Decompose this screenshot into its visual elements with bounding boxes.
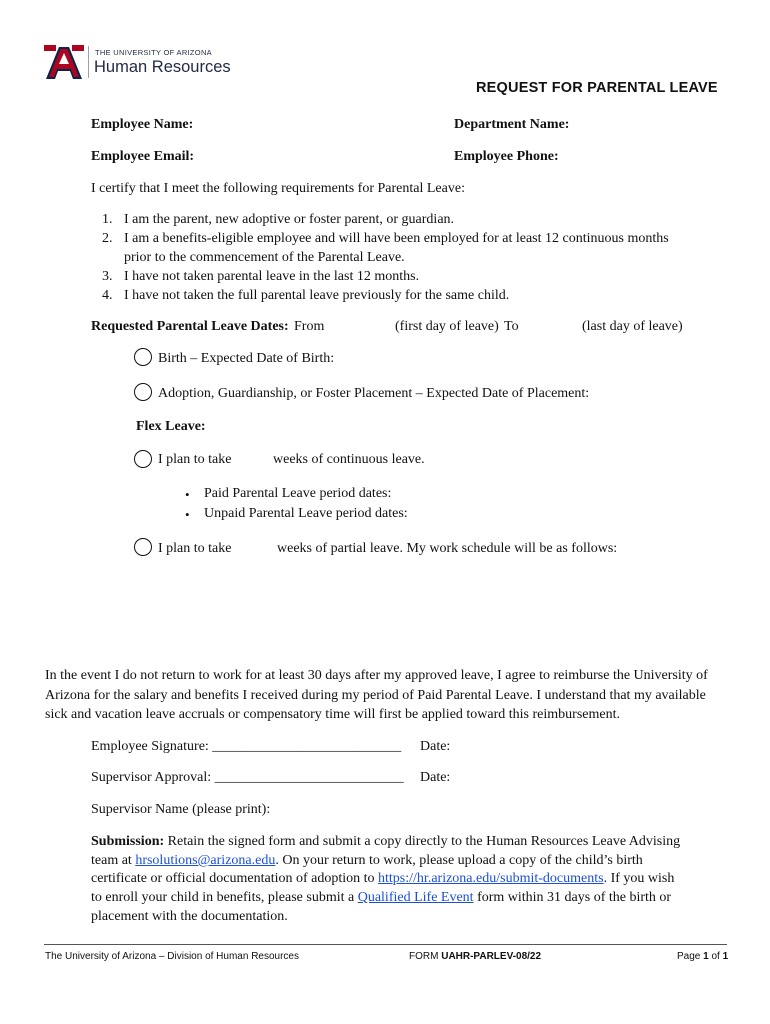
department-name-label: Department Name:: [454, 117, 570, 132]
certify-intro: I certify that I meet the following requirements for Parental Leave:: [91, 181, 465, 196]
footer-organization: The University of Arizona – Division of Human Resources: [45, 951, 299, 962]
partial-leave-prefix: I plan to take: [158, 541, 232, 556]
continuous-leave-suffix: weeks of continuous leave.: [273, 452, 425, 467]
submission-text: Retain the signed form and submit a copy directly to the Human Resources Leave Advising: [164, 834, 681, 849]
paid-leave-dates-label: Paid Parental Leave period dates:: [204, 486, 392, 501]
logo-divider: [88, 46, 89, 78]
reimbursement-text-line-3: sick and vacation leave accruals or compensatory time will first be applied toward this reimbursement.: [45, 707, 620, 722]
university-logo-icon: [44, 45, 84, 81]
requirement-number: 4.: [102, 288, 113, 303]
first-day-hint: (first day of leave): [395, 319, 499, 334]
submit-documents-link[interactable]: https://hr.arizona.edu/submit-documents: [378, 871, 604, 886]
employee-email-label: Employee Email:: [91, 149, 195, 164]
logo-university-name: THE UNIVERSITY OF ARIZONA: [95, 48, 212, 57]
continuous-leave-radio[interactable]: [134, 450, 152, 468]
qualified-life-event-link[interactable]: Qualified Life Event: [357, 890, 474, 905]
flex-leave-heading: Flex Leave:: [136, 419, 206, 434]
page-separator: of: [708, 951, 723, 962]
requirement-text: I have not taken parental leave in the last 12 months.: [124, 269, 420, 284]
bullet-icon: •: [185, 487, 190, 502]
logo-department-name: Human Resources: [94, 58, 231, 76]
requirement-number: 3.: [102, 269, 113, 284]
supervisor-name-label: Supervisor Name (please print):: [91, 802, 271, 817]
submission-text: team at: [91, 853, 136, 868]
partial-leave-radio[interactable]: [134, 538, 152, 556]
submission-text: form within 31 days of the birth or: [473, 890, 672, 905]
requirement-text: I am a benefits-eligible employee and will have been employed for at least 12 continuous months: [124, 231, 669, 246]
requirement-number: 2.: [102, 231, 113, 246]
submission-text: . If you wish: [603, 871, 675, 886]
employee-signature-date-label: Date:: [420, 739, 451, 754]
submission-line-2: [91, 853, 643, 869]
supervisor-approval-field: Supervisor Approval: ___________________________: [91, 770, 404, 785]
page-prefix: Page: [677, 951, 704, 962]
adoption-option-label: Adoption, Guardianship, or Foster Placement – Expected Date of Placement:: [158, 386, 590, 401]
form-code-value: UAHR-PARLEV-08/22: [441, 951, 542, 962]
from-label: From: [294, 319, 325, 334]
requirement-text-continued: prior to the commencement of the Parental Leave.: [124, 250, 405, 265]
requirement-text: I am the parent, new adoptive or foster parent, or guardian.: [124, 212, 455, 227]
submission-line-4: [91, 890, 671, 906]
page-total: 1: [722, 951, 729, 962]
submission-line-3: [91, 871, 674, 887]
form-code-prefix: FORM: [409, 951, 442, 962]
requirement-number: 1.: [102, 212, 113, 227]
last-day-hint: (last day of leave): [582, 319, 683, 334]
page-current: 1: [703, 951, 709, 962]
supervisor-approval-date-label: Date:: [420, 770, 451, 785]
hr-email-link[interactable]: hrsolutions@arizona.edu: [135, 853, 276, 868]
reimbursement-text-line-2: Arizona for the salary and benefits I received during my period of Paid Parental Leave. I understand that my available: [45, 688, 706, 703]
submission-label: Submission:: [91, 834, 165, 849]
footer-divider: [44, 944, 727, 945]
to-label: To: [504, 319, 519, 334]
unpaid-leave-dates-label: Unpaid Parental Leave period dates:: [204, 506, 408, 521]
requirement-text: I have not taken the full parental leave previously for the same child.: [124, 288, 510, 303]
birth-option-label: Birth – Expected Date of Birth:: [158, 351, 335, 366]
continuous-leave-prefix: I plan to take: [158, 452, 232, 467]
adoption-radio[interactable]: [134, 383, 152, 401]
bullet-icon: •: [185, 507, 190, 522]
footer-form-code: [409, 951, 541, 962]
submission-text: certificate or official documentation of adoption to: [91, 871, 379, 886]
submission-line-1: [91, 834, 680, 850]
reimbursement-text-line-1: In the event I do not return to work for at least 30 days after my approved leave, I agree to reimburse the University of: [45, 668, 708, 683]
submission-text: . On your return to work, please upload a copy of the child’s birth: [275, 853, 643, 868]
birth-radio[interactable]: [134, 348, 152, 366]
footer-page-number: [677, 951, 728, 962]
document-title: REQUEST FOR PARENTAL LEAVE: [476, 80, 718, 96]
employee-signature-field: Employee Signature: ___________________________: [91, 739, 402, 754]
submission-text: to enroll your child in benefits, please submit a: [91, 890, 358, 905]
employee-name-label: Employee Name:: [91, 117, 194, 132]
leave-dates-label: Requested Parental Leave Dates:: [91, 319, 289, 334]
partial-leave-suffix: weeks of partial leave. My work schedule will be as follows:: [277, 541, 618, 556]
submission-line-5: placement with the documentation.: [91, 909, 288, 924]
employee-phone-label: Employee Phone:: [454, 149, 559, 164]
